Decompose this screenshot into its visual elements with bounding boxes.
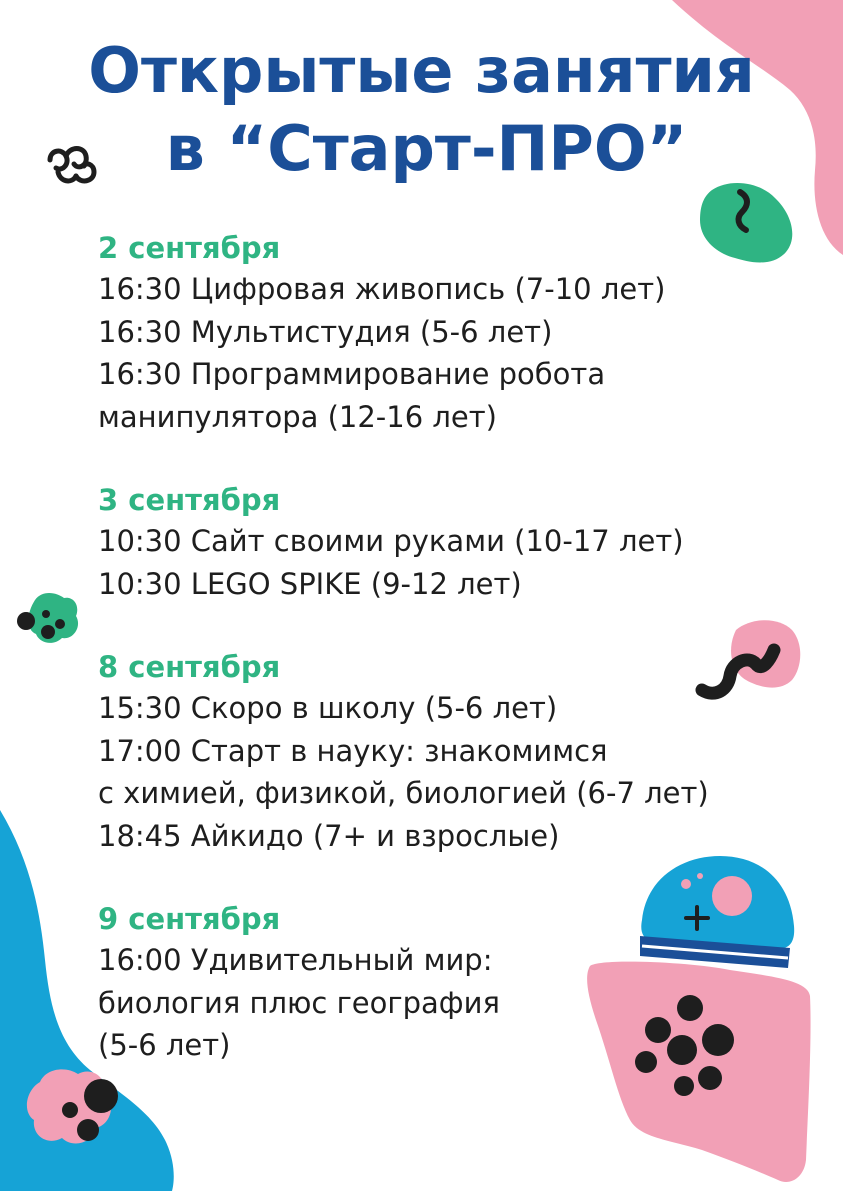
- title-line-1: Открытые занятия: [88, 34, 755, 107]
- event-item: 18:45 Айкидо (7+ и взрослые): [98, 818, 560, 853]
- day-block: [98, 899, 798, 1067]
- event-item: 16:30 Цифровая живопись (7-10 лет): [98, 272, 666, 306]
- page-title: [0, 32, 843, 188]
- event-item: 17:00 Старт в науку: знакомимся с химией, физикой, биологией (6-7 лет): [98, 733, 709, 810]
- schedule: [98, 228, 798, 1109]
- day-block: [98, 480, 798, 605]
- event-item: 10:30 Сайт своими руками (10-17 лет): [98, 524, 684, 558]
- event-item: 10:30 LEGO SPIKE (9-12 лет): [98, 566, 522, 601]
- day-date: 8 сентября: [98, 650, 281, 684]
- dot-icon: [77, 1119, 99, 1141]
- day-block: [98, 647, 798, 857]
- title-line-2: в “Старт-ПРО”: [165, 112, 688, 185]
- day-date: 3 сентября: [98, 483, 281, 517]
- day-date: 9 сентября: [98, 902, 281, 936]
- dot-icon: [42, 610, 50, 618]
- event-item: 16:00 Удивительный мир: биология плюс география (5-6 лет): [98, 943, 500, 1062]
- day-block: [98, 228, 798, 438]
- event-item: 16:30 Мультистудия (5-6 лет): [98, 314, 553, 349]
- dot-icon: [17, 612, 35, 630]
- day-date: 2 сентября: [98, 231, 281, 265]
- dot-icon: [41, 625, 55, 639]
- dot-icon: [62, 1102, 78, 1118]
- event-item: 15:30 Скоро в школу (5-6 лет): [98, 691, 558, 725]
- event-item: 16:30 Программирование робота манипулятора (12-16 лет): [98, 357, 606, 434]
- dot-icon: [55, 619, 65, 629]
